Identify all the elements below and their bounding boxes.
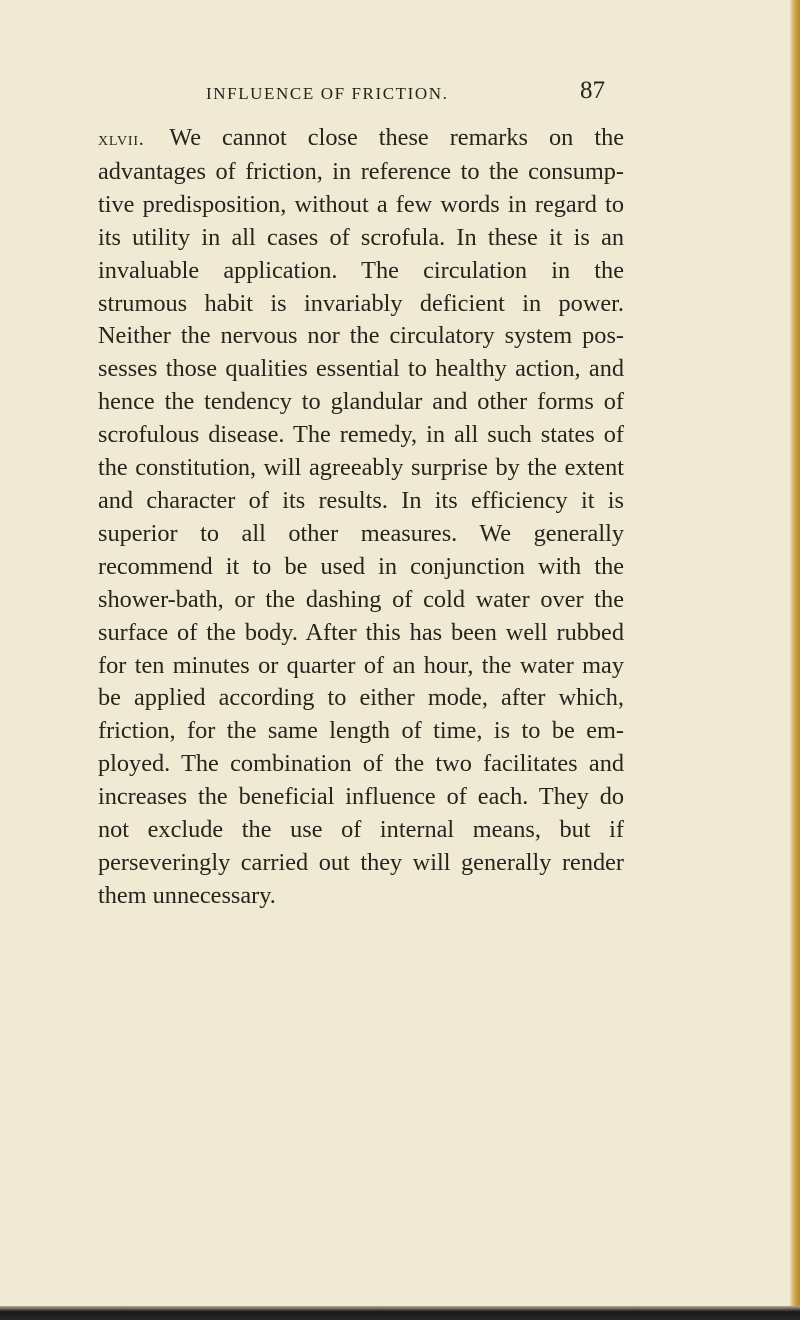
running-header: [0, 77, 800, 110]
body-paragraph: [98, 122, 624, 913]
page-edge-right: [790, 0, 800, 1320]
section-number: xlvii.: [98, 128, 145, 150]
running-title: INFLUENCE OF FRICTION.: [206, 84, 449, 103]
page-edge-bottom: [0, 1306, 800, 1320]
paragraph-text: We cannot close these remarks on the advantages of friction, in reference to the consump-tive predisposition, without a few words in regard to its utility in all cases of scrofula. In these it is an invaluable application. The circulation in the strumous habit is invariably deficient in power. Neither the nervous nor the circulatory system pos-sesses those qualities essential to healthy action, and hence the tendency to glandular and other forms of scrofulous disease. The remedy, in all such states of the constitution, will agreeably surprise by the extent and character of its results. In its efficiency it is superior to all other measures. We generally recommend it to be used in conjunction with the shower-bath, or the dashing of cold water over the surface of the body. After this has been well rubbed for ten minutes or quarter of an hour, the water may be applied according to either mode, after which, friction, for the same length of time, is to be em-ployed. The combination of the two facilitates and increases the beneficial influence of each. They do not exclude the use of internal means, but if perseveringly carried out they will generally render them unnecessary.: [98, 124, 624, 909]
page-number: 87: [580, 77, 605, 104]
